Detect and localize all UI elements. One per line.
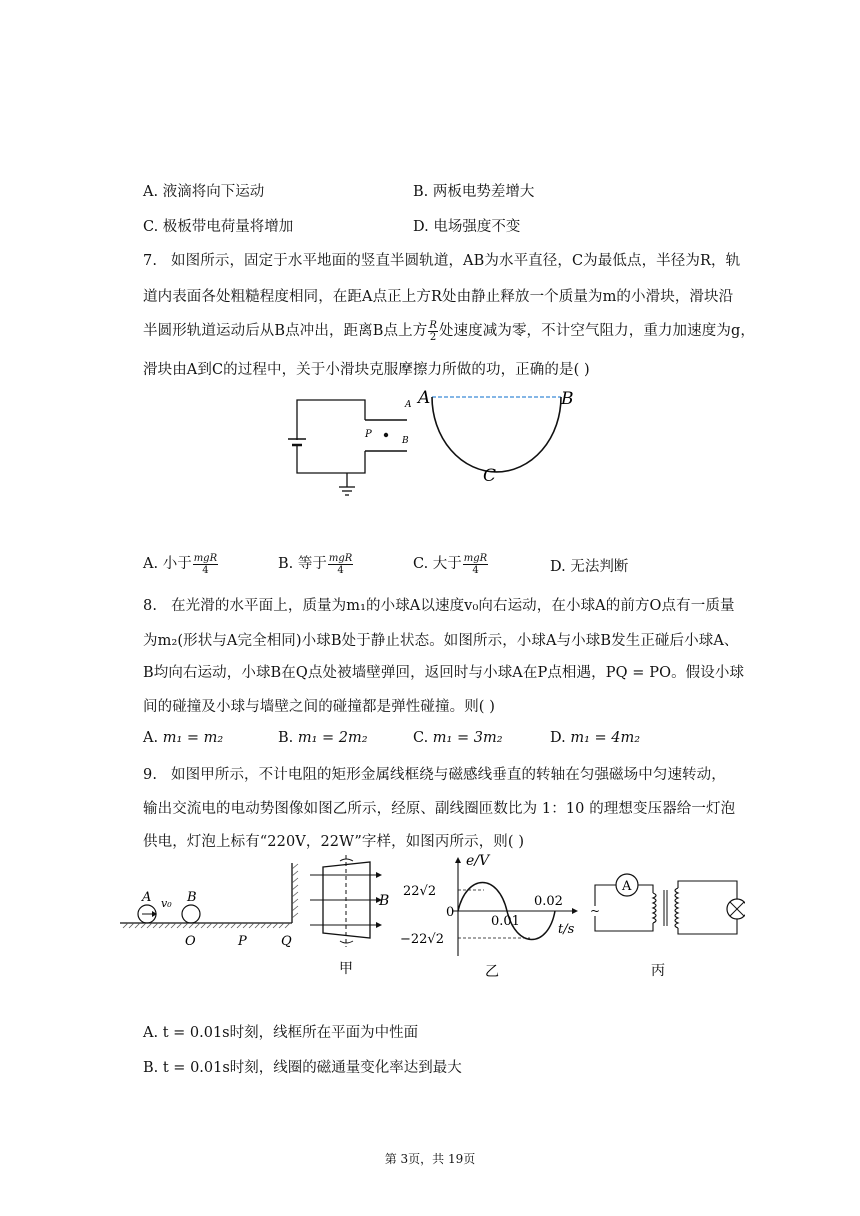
q8-text-1: 在光滑的水平面上，质量为m₁的小球A以速度v₀向右运动，在小球A的前方O点有一质量 (171, 598, 735, 614)
option-letter: A. (143, 1025, 159, 1041)
q7-text-3a: 半圆形轨道运动后从B点冲出，距离B点上方 (143, 323, 428, 339)
circuit-wire-bottom (297, 445, 365, 473)
fraction-r-over-2 (428, 320, 438, 343)
label-bing: 丙 (651, 963, 665, 978)
q8-option-a (143, 730, 223, 746)
frac-denominator: 2 (429, 331, 437, 343)
option-letter: D. (550, 730, 566, 746)
q9-text-1: 如图甲所示，不计电阻的矩形金属线框绕与磁感线垂直的转轴在匀强磁场中匀速转动， (171, 767, 726, 783)
semicircle-track-figure (415, 385, 585, 490)
option-letter: B. (413, 184, 429, 200)
option-letter: C. (143, 219, 159, 235)
q7-option-d (550, 555, 628, 576)
label-field-b: B (379, 893, 390, 909)
q6-option-c (143, 215, 293, 236)
question-number: 7. (143, 253, 158, 269)
primary-coil (653, 893, 656, 923)
label-t1: 0.01 (491, 914, 520, 929)
q8-option-b (278, 730, 368, 746)
option-text: 无法判断 (570, 559, 629, 575)
q7-option-a (143, 552, 219, 576)
option-text: 液滴将向下运动 (162, 184, 265, 200)
option-letter: A. (143, 556, 159, 572)
semicircle-track (432, 397, 561, 472)
question-number: 9. (143, 767, 158, 783)
ball-b (182, 905, 200, 923)
q9-line-2: 输出交流电的电动势图像如图乙所示，经原、副线圈匝数比为 1：10 的理想变压器给一灯泡 (143, 801, 736, 817)
frac-numerator: R (429, 319, 437, 331)
wall-hatching (292, 864, 298, 918)
rotating-coil-figure (300, 855, 400, 980)
option-text: 极板带电荷量将增加 (162, 219, 294, 235)
q7-line-2: 道内表面各处粗糙程度相同，在距A点正上方R处由静止释放一个质量为m的小滑块，滑块沿 (143, 289, 734, 305)
option-text: 小于 (162, 556, 192, 572)
option-letter: A. (143, 730, 159, 746)
q7-text-3b: 处速度减为零，不计空气阻力，重力加速度为g， (438, 323, 755, 339)
label-c: C (483, 466, 497, 486)
q8-option-d (550, 730, 640, 746)
option-text: m₁ = 3m₂ (432, 730, 503, 746)
q8-line-1 (143, 594, 735, 615)
label-o: O (185, 934, 196, 949)
label-ammeter: A (622, 879, 632, 894)
q8-line-4: 间的碰撞及小球与墙壁之间的碰撞都是弹性碰撞。则( ) (143, 699, 496, 715)
capacitor-circuit-figure (285, 385, 415, 500)
label-p: P (238, 934, 247, 949)
collision-track-figure (115, 855, 310, 955)
q9-line-1 (143, 763, 726, 784)
q7-line-3 (143, 319, 755, 343)
rotation-arrow-top (340, 859, 353, 861)
label-zero: 0 (446, 905, 455, 920)
bulb-icon (727, 899, 745, 919)
circuit-wire-top (297, 400, 365, 440)
q6-option-d (413, 215, 520, 236)
label-t2: 0.02 (534, 894, 563, 909)
q7-line-1 (143, 249, 740, 270)
ac-source-icon: ~ (590, 904, 601, 918)
q6-option-a (143, 180, 264, 201)
ground-hatching (123, 923, 290, 928)
option-text: m₁ = 2m₂ (297, 730, 368, 746)
option-text: 两板电势差增大 (432, 184, 535, 200)
label-b: B (561, 389, 574, 409)
label-ball-a: A (142, 890, 152, 905)
label-ymax: 22√2 (403, 884, 437, 899)
field-lines (310, 875, 376, 925)
option-text: m₁ = m₂ (162, 730, 224, 746)
label-q: Q (281, 934, 292, 949)
q7-option-b (278, 552, 354, 576)
page-footer: 第 3页，共 19页 (384, 1152, 476, 1166)
label-plate-b: B (402, 436, 409, 446)
label-plate-a: A (405, 400, 412, 410)
label-v0: v₀ (161, 897, 172, 910)
label-e-axis: e/V (466, 853, 490, 869)
option-text: 大于 (432, 556, 462, 572)
q8-line-3: B均向右运动，小球B在Q点处被墙壁弹回，返回时与小球A在P点相遇，PQ = PO。假设小球 (143, 665, 745, 681)
option-text: t = 0.01s时刻，线圈的磁通量变化率达到最大 (162, 1060, 462, 1076)
q7-line-4: 滑块由A到C的过程中，关于小滑块克服摩擦力所做的功，正确的是( ) (143, 362, 590, 378)
option-letter: A. (143, 184, 159, 200)
label-jia: 甲 (339, 961, 353, 977)
emf-time-graph (400, 853, 585, 983)
option-text: 等于 (297, 556, 327, 572)
option-letter: B. (278, 556, 294, 572)
q7-option-c (413, 552, 489, 576)
droplet-dot (384, 433, 388, 437)
option-text: t = 0.01s时刻，线框所在平面为中性面 (162, 1025, 419, 1041)
option-letter: B. (278, 730, 294, 746)
secondary-coil (675, 888, 678, 928)
label-yi: 乙 (485, 964, 499, 980)
q9-line-3: 供电，灯泡上标有“220V，22W”字样，如图丙所示，则( ) (143, 834, 525, 850)
q8-line-2: 为m₂(形状与A完全相同)小球B处于静止状态。如图所示，小球A与小球B发生正碰后小球A、 (143, 633, 739, 649)
option-letter: D. (550, 559, 566, 575)
fraction-mgr-over-4: $\frac{\text{mgR}}{4}$ (328, 552, 353, 576)
label-ymin: −22√2 (400, 932, 444, 947)
option-letter: C. (413, 730, 429, 746)
q9-option-b (143, 1056, 462, 1077)
option-letter: D. (413, 219, 429, 235)
label-a: A (418, 388, 431, 408)
fraction-mgr-over-4: $\frac{\text{mgR}}{4}$ (193, 552, 218, 576)
q9-option-a (143, 1021, 418, 1042)
q7-text-1: 如图所示，固定于水平地面的竖直半圆轨道，AB为水平直径，C为最低点，半径为R，轨 (171, 253, 741, 269)
option-text: m₁ = 4m₂ (570, 730, 641, 746)
transformer-circuit-figure (585, 868, 745, 978)
fraction-mgr-over-4: $\frac{\text{mgR}}{4}$ (463, 552, 488, 576)
label-ball-b: B (187, 890, 197, 905)
label-p: P (365, 429, 372, 440)
q6-option-b (413, 180, 534, 201)
q8-option-c (413, 730, 503, 746)
option-letter: C. (413, 556, 429, 572)
option-letter: B. (143, 1060, 159, 1076)
option-text: 电场强度不变 (433, 219, 521, 235)
label-t-axis: t/s (558, 922, 575, 937)
question-number: 8. (143, 598, 158, 614)
